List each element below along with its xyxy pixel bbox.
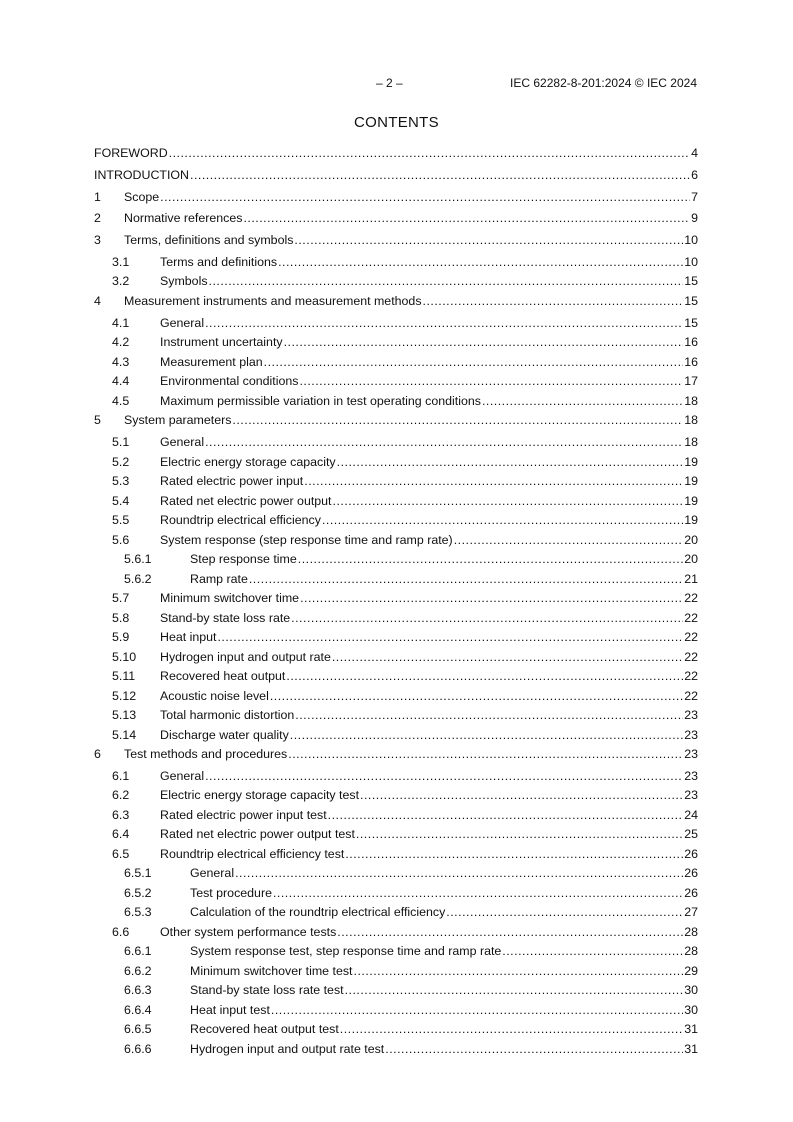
toc-entry-title: Terms and definitions (160, 254, 278, 269)
toc-entry-number: 4.2 (112, 335, 130, 350)
dot-leader (169, 146, 690, 160)
toc-entry-page: 28 (684, 924, 698, 939)
dot-leader (354, 964, 684, 978)
page-number: – 2 – (376, 76, 403, 90)
toc-entry-page: 25 (684, 827, 698, 842)
toc-entry-page: 18 (684, 393, 698, 408)
toc-entry[interactable] (94, 886, 698, 906)
toc-entry-number: 6.5 (112, 846, 130, 861)
toc-entry-title: General (190, 866, 235, 881)
toc-entry-number: 5.14 (112, 727, 137, 742)
toc-entry-number: 5.6 (112, 532, 130, 547)
toc-entry-number: 6.4 (112, 827, 130, 842)
toc-entry-page: 15 (684, 293, 698, 308)
toc-entry-page: 30 (684, 1002, 698, 1017)
toc-entry-title: Maximum permissible variation in test operating conditions (160, 393, 481, 408)
toc-entry-number: 6.6.4 (124, 1002, 152, 1017)
toc-entry-number: 5.6.2 (124, 571, 152, 586)
toc-entry[interactable] (94, 572, 698, 592)
toc-entry-title: Normative references (124, 211, 243, 226)
toc-entry-title: Total harmonic distortion (160, 708, 295, 723)
toc-entry-title: Acoustic noise level (160, 688, 269, 703)
toc-entry-title: Test methods and procedures (124, 747, 288, 762)
toc-entry-page: 26 (684, 846, 698, 861)
toc-entry-number: 4.4 (112, 374, 130, 389)
toc-entry-page: 23 (684, 727, 698, 742)
toc-entry[interactable] (94, 335, 698, 355)
toc-entry-number: 5.12 (112, 688, 137, 703)
toc-entry-title: INTRODUCTION (94, 167, 189, 182)
dot-leader (205, 435, 683, 449)
toc-entry-page: 15 (684, 315, 698, 330)
toc-entry-page: 19 (684, 493, 698, 508)
toc-entry-page: 23 (684, 768, 698, 783)
toc-entry-number: 5.2 (112, 454, 130, 469)
toc-entry-title: Heat input test (190, 1002, 270, 1017)
toc-entry[interactable] (94, 866, 698, 886)
toc-entry-number: 5.10 (112, 649, 137, 664)
toc-entry-page: 10 (684, 233, 698, 248)
toc-entry-title: Stand-by state loss rate (160, 610, 291, 625)
toc-entry-number: 6.5.2 (124, 885, 152, 900)
toc-entry[interactable] (94, 146, 698, 166)
toc-entry[interactable] (94, 211, 698, 231)
dot-leader (356, 827, 683, 841)
toc-entry-page: 4 (691, 146, 698, 160)
toc-entry-number: 5.5 (112, 513, 130, 528)
dot-leader (270, 689, 683, 703)
dot-leader (482, 394, 683, 408)
dot-leader (423, 294, 684, 308)
toc-entry-page: 22 (684, 649, 698, 664)
toc-entry-page: 22 (684, 591, 698, 606)
dot-leader (345, 847, 683, 861)
toc-entry-title: General (160, 435, 205, 450)
toc-entry-page: 29 (684, 963, 698, 978)
toc-entry[interactable] (94, 494, 698, 514)
toc-entry-title: Measurement instruments and measurement methods (124, 293, 422, 308)
toc-entry[interactable] (94, 533, 698, 553)
toc-entry-page: 23 (684, 708, 698, 723)
toc-entry-page: 16 (684, 335, 698, 350)
toc-entry-page: 30 (684, 983, 698, 998)
dot-leader (243, 211, 690, 225)
dot-leader (264, 355, 684, 369)
toc-entry-number: 6.6 (112, 924, 130, 939)
toc-entry-title: Recovered heat output (160, 669, 286, 684)
toc-entry-title: System response test, step response time and ramp rate (190, 944, 502, 959)
toc-entry-page: 27 (684, 905, 698, 920)
dot-leader (333, 494, 684, 508)
dot-leader (235, 866, 683, 880)
toc-entry-page: 21 (684, 571, 698, 586)
toc-entry-number: 4.3 (112, 354, 130, 369)
dot-leader (288, 747, 683, 761)
toc-entry[interactable] (94, 847, 698, 867)
dot-leader (286, 669, 683, 683)
toc-entry-page: 16 (684, 354, 698, 369)
toc-entry-title: Symbols (160, 274, 208, 289)
toc-entry[interactable] (94, 827, 698, 847)
toc-entry[interactable] (94, 630, 698, 650)
toc-entry[interactable] (94, 1003, 698, 1023)
toc-entry[interactable] (94, 455, 698, 475)
toc-entry[interactable] (94, 190, 698, 210)
toc-entry-page: 18 (684, 435, 698, 450)
toc-entry-title: Test procedure (190, 885, 272, 900)
page-header (0, 76, 793, 92)
toc-entry-page: 19 (684, 474, 698, 489)
dot-leader (345, 983, 684, 997)
toc-entry[interactable] (94, 944, 698, 964)
dot-leader (273, 886, 683, 900)
toc-entry-title: System response (step response time and ramp rate) (160, 532, 453, 547)
dot-leader (298, 552, 683, 566)
dot-leader (232, 413, 683, 427)
toc-entry-number: 5.6.1 (124, 552, 152, 567)
toc-entry[interactable] (94, 650, 698, 670)
dot-leader (337, 455, 684, 469)
toc-entry-page: 22 (684, 630, 698, 645)
toc-entry[interactable] (94, 769, 698, 789)
toc-entry-page: 22 (684, 610, 698, 625)
toc-entry-title: Recovered heat output test (190, 1022, 339, 1037)
toc-entry-page: 6 (691, 167, 698, 182)
toc-entry-title: Discharge water quality (160, 727, 289, 742)
dot-leader (322, 513, 683, 527)
toc-entry[interactable] (94, 255, 698, 275)
toc-entry-page: 31 (684, 1022, 698, 1037)
table-of-contents (94, 146, 698, 1061)
dot-leader (332, 650, 683, 664)
toc-entry-page: 9 (691, 211, 698, 226)
toc-entry[interactable] (94, 274, 698, 294)
toc-entry[interactable] (94, 689, 698, 709)
toc-entry-number: 6.3 (112, 807, 130, 822)
toc-entry-number: 5.9 (112, 630, 130, 645)
toc-entry[interactable] (94, 808, 698, 828)
toc-entry-page: 19 (684, 513, 698, 528)
dot-leader (160, 190, 690, 204)
toc-entry-number: 4 (94, 293, 101, 308)
toc-entry-number: 6.6.1 (124, 944, 152, 959)
toc-entry-number: 5 (94, 413, 101, 428)
toc-entry[interactable] (94, 788, 698, 808)
dot-leader (249, 572, 683, 586)
dot-leader (205, 316, 683, 330)
dot-leader (284, 335, 684, 349)
dot-leader (360, 788, 683, 802)
toc-entry-title: Step response time (190, 552, 297, 567)
toc-entry[interactable] (94, 374, 698, 394)
toc-entry-number: 3 (94, 233, 101, 248)
dot-leader (337, 925, 683, 939)
dot-leader (217, 630, 683, 644)
toc-entry-title: Rated electric power input test (160, 807, 327, 822)
toc-entry-number: 5.1 (112, 435, 130, 450)
dot-leader (295, 708, 683, 722)
toc-entry-title: Hydrogen input and output rate (160, 649, 331, 664)
dot-leader (300, 591, 683, 605)
standard-reference: IEC 62282-8-201:2024 © IEC 2024 (510, 76, 697, 90)
dot-leader (291, 611, 683, 625)
toc-entry-title: Rated electric power input (160, 474, 304, 489)
toc-entry-number: 1 (94, 189, 101, 204)
toc-entry[interactable] (94, 168, 698, 188)
toc-entry-title: Heat input (160, 630, 217, 645)
toc-entry[interactable] (94, 413, 698, 433)
dot-leader (502, 944, 683, 958)
toc-entry[interactable] (94, 294, 698, 314)
dot-leader (340, 1022, 683, 1036)
toc-entry-number: 6.6.6 (124, 1041, 152, 1056)
dot-leader (209, 274, 684, 288)
toc-entry-page: 26 (684, 885, 698, 900)
toc-entry[interactable] (94, 316, 698, 336)
toc-entry-page: 22 (684, 669, 698, 684)
toc-entry[interactable] (94, 611, 698, 631)
toc-entry-page: 20 (684, 552, 698, 567)
toc-entry-page: 18 (684, 413, 698, 428)
toc-entry-title: Rated net electric power output (160, 493, 332, 508)
toc-entry-title: Electric energy storage capacity (160, 454, 336, 469)
toc-entry[interactable] (94, 747, 698, 767)
dot-leader (278, 255, 683, 269)
toc-entry-number: 3.2 (112, 274, 130, 289)
toc-entry-page: 24 (684, 807, 698, 822)
toc-entry-page: 31 (684, 1041, 698, 1056)
toc-entry[interactable] (94, 905, 698, 925)
toc-entry-title: Roundtrip electrical efficiency test (160, 846, 345, 861)
toc-entry-page: 10 (684, 254, 698, 269)
toc-entry-number: 4.5 (112, 393, 130, 408)
toc-entry[interactable] (94, 552, 698, 572)
toc-entry[interactable] (94, 394, 698, 414)
toc-entry-number: 6.6.2 (124, 963, 152, 978)
toc-entry-title: Minimum switchover time test (190, 963, 353, 978)
toc-entry[interactable] (94, 983, 698, 1003)
toc-entry-number: 3.1 (112, 254, 130, 269)
toc-entry-number: 2 (94, 211, 101, 226)
toc-entry[interactable] (94, 728, 698, 748)
toc-entry[interactable] (94, 435, 698, 455)
toc-entry-title: Scope (124, 189, 160, 204)
toc-entry[interactable] (94, 591, 698, 611)
toc-entry[interactable] (94, 513, 698, 533)
toc-entry[interactable] (94, 474, 698, 494)
toc-entry[interactable] (94, 1022, 698, 1042)
toc-entry-title: Measurement plan (160, 354, 263, 369)
toc-entry[interactable] (94, 1042, 698, 1062)
toc-entry-title: Minimum switchover time (160, 591, 300, 606)
dot-leader (271, 1003, 683, 1017)
toc-entry-number: 4.1 (112, 315, 130, 330)
dot-leader (328, 808, 684, 822)
toc-entry-page: 7 (691, 189, 698, 204)
toc-entry[interactable] (94, 708, 698, 728)
toc-entry-number: 5.7 (112, 591, 130, 606)
toc-entry[interactable] (94, 233, 698, 253)
toc-entry-number: 5.13 (112, 708, 137, 723)
toc-entry-number: 6.5.3 (124, 905, 152, 920)
toc-entry[interactable] (94, 355, 698, 375)
dot-leader (294, 233, 683, 247)
toc-entry-title: Terms, definitions and symbols (124, 233, 294, 248)
toc-entry-number: 6.6.5 (124, 1022, 152, 1037)
toc-entry-page: 20 (684, 532, 698, 547)
toc-entry-page: 15 (684, 274, 698, 289)
toc-entry-title: Electric energy storage capacity test (160, 788, 360, 803)
toc-entry-title: Rated net electric power output test (160, 827, 355, 842)
toc-entry-title: Hydrogen input and output rate test (190, 1041, 385, 1056)
toc-entry-title: Roundtrip electrical efficiency (160, 513, 321, 528)
dot-leader (205, 769, 683, 783)
dot-leader (190, 168, 690, 182)
toc-entry-title: Ramp rate (190, 571, 248, 586)
contents-title: CONTENTS (354, 114, 439, 131)
toc-entry[interactable] (94, 964, 698, 984)
toc-entry[interactable] (94, 669, 698, 689)
toc-entry[interactable] (94, 925, 698, 945)
toc-entry-title: General (160, 315, 205, 330)
toc-entry-page: 23 (684, 747, 698, 762)
toc-entry-page: 22 (684, 688, 698, 703)
toc-entry-number: 6 (94, 747, 101, 762)
toc-entry-title: Calculation of the roundtrip electrical efficiency (190, 905, 446, 920)
toc-entry-title: General (160, 768, 205, 783)
toc-entry-number: 6.5.1 (124, 866, 152, 881)
toc-entry-title: Other system performance tests (160, 924, 337, 939)
dot-leader (385, 1042, 683, 1056)
dot-leader (290, 728, 683, 742)
toc-entry-page: 28 (684, 944, 698, 959)
toc-entry-page: 26 (684, 866, 698, 881)
dot-leader (304, 474, 683, 488)
toc-entry-page: 23 (684, 788, 698, 803)
toc-entry-number: 6.2 (112, 788, 130, 803)
toc-entry-number: 5.4 (112, 493, 130, 508)
toc-entry-number: 5.8 (112, 610, 130, 625)
toc-entry-number: 6.6.3 (124, 983, 152, 998)
toc-entry-title: Environmental conditions (160, 374, 299, 389)
toc-entry-number: 5.11 (112, 669, 136, 684)
toc-entry-title: System parameters (124, 413, 232, 428)
dot-leader (446, 905, 683, 919)
toc-entry-page: 19 (684, 454, 698, 469)
toc-entry-title: Stand-by state loss rate test (190, 983, 344, 998)
dot-leader (299, 374, 683, 388)
dot-leader (454, 533, 684, 547)
toc-entry-page: 17 (684, 374, 698, 389)
toc-entry-number: 5.3 (112, 474, 130, 489)
toc-entry-number: 6.1 (112, 768, 130, 783)
toc-entry-title: FOREWORD (94, 146, 168, 160)
toc-entry-title: Instrument uncertainty (160, 335, 283, 350)
